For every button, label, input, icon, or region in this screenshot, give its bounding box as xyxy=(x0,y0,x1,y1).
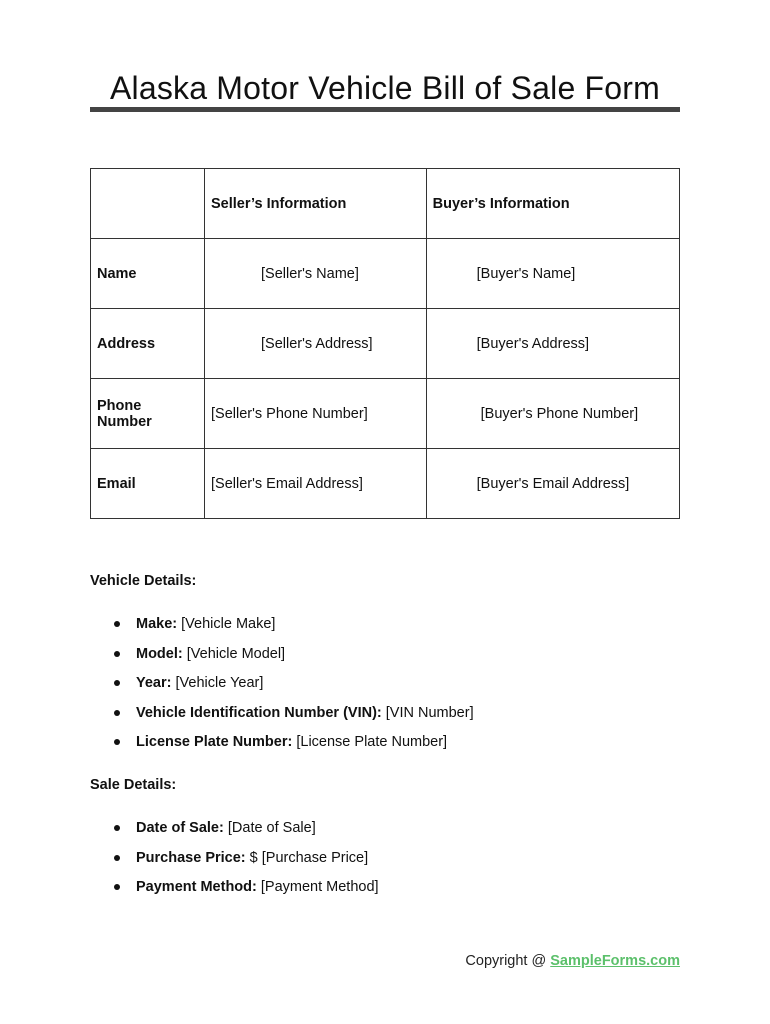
table-header-row xyxy=(91,169,680,239)
sale-details-list xyxy=(112,819,379,908)
page-title: Alaska Motor Vehicle Bill of Sale Form xyxy=(109,70,661,106)
table-header-seller: Seller’s Information xyxy=(205,169,427,239)
buyer-address-cell: [Buyer's Address] xyxy=(426,309,679,379)
sale-details-heading: Sale Details: xyxy=(90,777,177,793)
brand-link[interactable]: SampleForms.com xyxy=(550,953,680,969)
item-label: Year: xyxy=(136,675,172,691)
list-item xyxy=(112,704,474,734)
list-item xyxy=(112,819,379,849)
table-row xyxy=(91,309,680,379)
table-row xyxy=(91,449,680,519)
item-label: Make: xyxy=(136,616,178,632)
buyer-name-cell: [Buyer's Name] xyxy=(426,239,679,309)
item-label: License Plate Number: xyxy=(136,734,293,750)
item-value: [Payment Method] xyxy=(260,879,379,895)
item-value: [Vehicle Model] xyxy=(186,645,286,662)
vehicle-details-list xyxy=(112,615,474,763)
table-row xyxy=(91,239,680,309)
table-row xyxy=(91,379,680,449)
item-label: Payment Method: xyxy=(136,879,257,895)
row-label-email: Email xyxy=(91,449,205,519)
copyright-text: Copyright @ xyxy=(465,953,551,969)
list-item xyxy=(112,733,474,763)
item-label: Date of Sale: xyxy=(136,820,224,836)
list-item xyxy=(112,674,474,704)
seller-name-cell: [Seller's Name] xyxy=(205,239,427,309)
buyer-email-cell: [Buyer's Email Address] xyxy=(426,449,679,519)
list-item xyxy=(112,849,379,879)
vehicle-details-heading: Vehicle Details: xyxy=(90,573,197,589)
item-label: Model: xyxy=(136,645,183,662)
buyer-phone-cell: [Buyer's Phone Number] xyxy=(426,379,679,449)
item-value: [Vehicle Make] xyxy=(181,616,276,632)
item-value: $ [Purchase Price] xyxy=(249,849,369,866)
seller-phone-cell: [Seller's Phone Number] xyxy=(205,379,427,449)
item-value: [Date of Sale] xyxy=(227,820,316,836)
row-label-phone: Phone Number xyxy=(91,379,205,449)
item-value: [Vehicle Year] xyxy=(175,675,264,691)
item-value: [VIN Number] xyxy=(385,704,474,721)
list-item xyxy=(112,615,474,645)
row-label-address: Address xyxy=(91,309,205,379)
seller-address-cell: [Seller's Address] xyxy=(205,309,427,379)
list-item xyxy=(112,645,474,675)
party-info-table xyxy=(90,168,680,519)
table-header-buyer: Buyer’s Information xyxy=(426,169,679,239)
item-value: [License Plate Number] xyxy=(296,734,448,750)
item-label: Purchase Price: xyxy=(136,849,246,866)
copyright-footer xyxy=(465,953,680,969)
row-label-name: Name xyxy=(91,239,205,309)
table-header-empty xyxy=(91,169,205,239)
item-label: Vehicle Identification Number (VIN): xyxy=(136,704,382,721)
seller-email-cell: [Seller's Email Address] xyxy=(205,449,427,519)
title-underline xyxy=(90,107,680,112)
list-item xyxy=(112,878,379,908)
